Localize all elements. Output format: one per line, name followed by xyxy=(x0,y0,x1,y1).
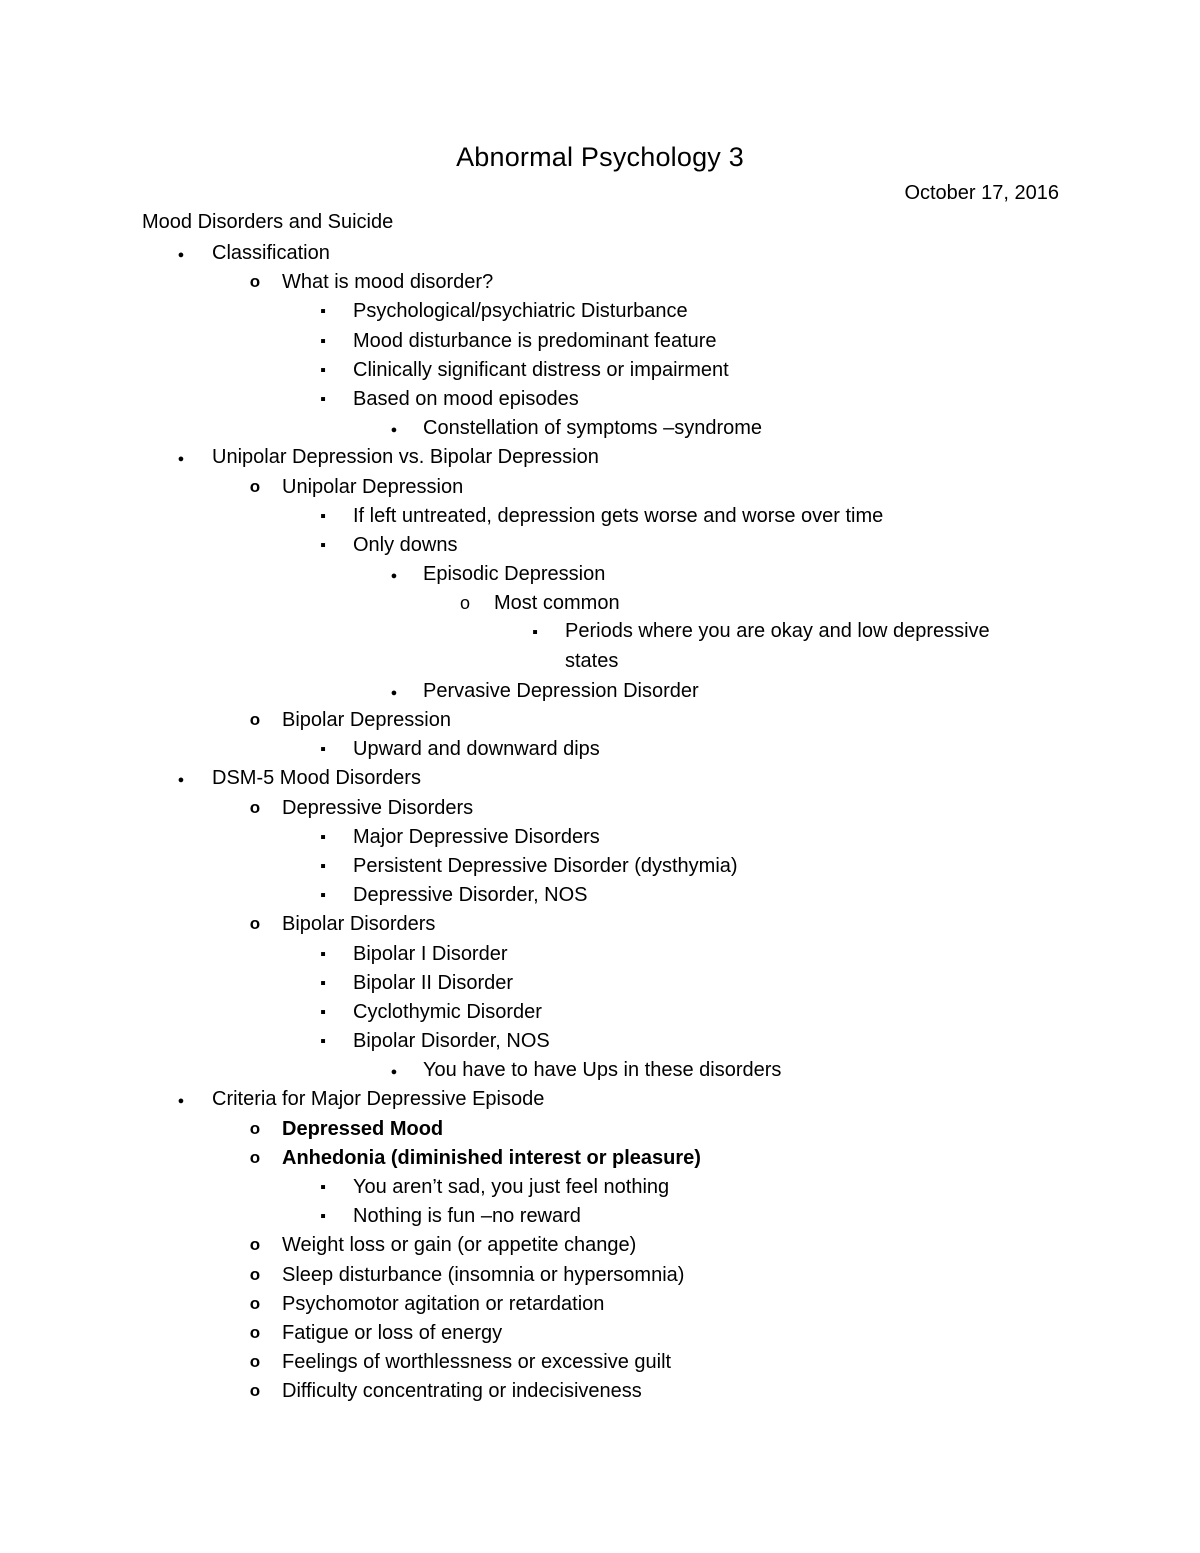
square-bullet-icon xyxy=(313,883,333,908)
section-heading: Mood Disorders and Suicide xyxy=(142,211,394,233)
outline-item-level-3 xyxy=(0,299,1200,328)
outline-item-level-4 xyxy=(0,679,1200,708)
square-bullet-icon xyxy=(313,737,333,762)
outline-item-text: Bipolar Depression xyxy=(282,709,451,732)
outline-item-text: You aren’t sad, you just feel nothing xyxy=(353,1176,670,1199)
disc-bullet-icon xyxy=(384,562,404,588)
disc-bullet-icon xyxy=(171,445,191,471)
outline-item-level-2 xyxy=(0,1350,1200,1379)
outline-item-level-3 xyxy=(0,883,1200,912)
outline-item-level-2 xyxy=(0,796,1200,825)
outline-item-level-3 xyxy=(0,1204,1200,1233)
square-bullet-icon xyxy=(313,358,333,383)
outline-item-level-6 xyxy=(0,620,1200,678)
outline-item-text: Unipolar Depression xyxy=(282,475,464,498)
outline-item-level-2 xyxy=(0,1263,1200,1292)
document-title: Abnormal Psychology 3 xyxy=(456,142,744,172)
circle-bullet-icon xyxy=(245,1321,265,1345)
disc-bullet-icon xyxy=(171,766,191,792)
outline-item-level-3 xyxy=(0,854,1200,883)
outline-item-text: Classification xyxy=(212,242,330,264)
circle-bullet-icon xyxy=(245,1146,265,1170)
square-bullet-icon xyxy=(313,1029,333,1054)
outline-item-level-2 xyxy=(0,1146,1200,1175)
circle-bullet-icon xyxy=(245,1350,265,1374)
outline-item-text: Most common xyxy=(494,592,620,615)
outline-item-text: Bipolar I Disorder xyxy=(353,942,508,965)
outline-item-level-3 xyxy=(0,1029,1200,1058)
disc-bullet-icon xyxy=(171,241,191,267)
notes-outline xyxy=(0,241,1200,1409)
outline-item-level-3 xyxy=(0,1175,1200,1204)
circle-bullet-icon xyxy=(245,1263,265,1287)
outline-item-text: Persistent Depressive Disorder (dysthymia) xyxy=(353,854,738,877)
outline-item-text: Bipolar Disorders xyxy=(282,913,436,936)
outline-item-level-3 xyxy=(0,1000,1200,1029)
circle-bullet-icon xyxy=(245,1117,265,1141)
outline-item-level-2 xyxy=(0,1321,1200,1350)
square-bullet-icon xyxy=(313,971,333,996)
outline-item-text: Mood disturbance is predominant feature xyxy=(353,329,717,352)
square-bullet-icon xyxy=(313,1204,333,1229)
outline-item-text: Sleep disturbance (insomnia or hypersomnia) xyxy=(282,1263,685,1286)
circle-bullet-icon xyxy=(245,796,265,820)
outline-item-level-2 xyxy=(0,708,1200,737)
outline-item-text: Constellation of symptoms –syndrome xyxy=(423,417,763,440)
outline-item-level-2 xyxy=(0,475,1200,504)
outline-item-text: Criteria for Major Depressive Episode xyxy=(212,1088,545,1111)
circle-bullet-icon xyxy=(245,1379,265,1403)
outline-item-level-1 xyxy=(0,1087,1200,1116)
square-bullet-icon xyxy=(525,620,545,645)
outline-item-text: Psychomotor agitation or retardation xyxy=(282,1292,605,1315)
square-bullet-icon xyxy=(313,1175,333,1200)
outline-item-level-1 xyxy=(0,766,1200,795)
outline-item-level-2 xyxy=(0,912,1200,941)
outline-item-text: Major Depressive Disorders xyxy=(353,825,600,848)
outline-item-text: Depressed Mood xyxy=(282,1117,444,1140)
outline-item-text: Depressive Disorders xyxy=(282,796,474,819)
outline-item-level-2 xyxy=(0,270,1200,299)
outline-item-level-3 xyxy=(0,329,1200,358)
outline-item-level-3 xyxy=(0,533,1200,562)
outline-item-text: Cyclothymic Disorder xyxy=(353,1000,542,1023)
outline-item-text: Anhedonia (diminished interest or pleasure) xyxy=(282,1146,701,1169)
outline-item-level-4 xyxy=(0,1058,1200,1087)
outline-item-level-2 xyxy=(0,1233,1200,1262)
square-bullet-icon xyxy=(313,504,333,529)
outline-item-text: Psychological/psychiatric Disturbance xyxy=(353,300,688,323)
outline-item-level-2 xyxy=(0,1292,1200,1321)
outline-item-text: Pervasive Depression Disorder xyxy=(423,679,699,702)
outline-item-text: Depressive Disorder, NOS xyxy=(353,884,588,907)
outline-item-level-1 xyxy=(0,445,1200,474)
circle-bullet-icon xyxy=(245,912,265,936)
outline-item-level-3 xyxy=(0,387,1200,416)
outline-item-text: What is mood disorder? xyxy=(282,271,494,294)
circle-bullet-icon xyxy=(245,475,265,499)
outline-item-text: Bipolar Disorder, NOS xyxy=(353,1030,550,1053)
circle-bullet-icon xyxy=(245,1292,265,1316)
outline-item-level-3 xyxy=(0,504,1200,533)
outline-item-level-3 xyxy=(0,942,1200,971)
outline-item-text: Feelings of worthlessness or excessive guilt xyxy=(282,1351,672,1374)
disc-bullet-icon xyxy=(384,679,404,705)
disc-bullet-icon xyxy=(384,416,404,442)
outline-item-level-4 xyxy=(0,416,1200,445)
square-bullet-icon xyxy=(313,1000,333,1025)
square-bullet-icon xyxy=(313,854,333,879)
outline-item-text: Only downs xyxy=(353,533,458,556)
outline-item-text: DSM-5 Mood Disorders xyxy=(212,767,421,790)
outline-item-level-5 xyxy=(0,591,1200,620)
circle-bullet-icon xyxy=(245,1233,265,1257)
outline-item-level-3 xyxy=(0,737,1200,766)
outline-item-text: You have to have Ups in these disorders xyxy=(423,1059,782,1082)
square-bullet-icon xyxy=(313,533,333,558)
outline-item-text: Episodic Depression xyxy=(423,563,606,586)
square-bullet-icon xyxy=(313,825,333,850)
outline-item-text: Upward and downward dips xyxy=(353,738,600,761)
outline-item-level-3 xyxy=(0,971,1200,1000)
disc-bullet-icon xyxy=(384,1058,404,1084)
square-bullet-icon xyxy=(313,387,333,412)
document-date: October 17, 2016 xyxy=(904,182,1059,204)
square-bullet-icon xyxy=(313,329,333,354)
outline-item-text: If left untreated, depression gets worse and worse over time xyxy=(353,504,884,527)
outline-item-level-4 xyxy=(0,562,1200,591)
outline-item-text: Clinically significant distress or impairment xyxy=(353,358,729,381)
outline-item-level-3 xyxy=(0,358,1200,387)
outline-item-text: Nothing is fun –no reward xyxy=(353,1205,581,1228)
square-bullet-icon xyxy=(313,942,333,967)
outline-item-text: Unipolar Depression vs. Bipolar Depression xyxy=(212,446,599,469)
outline-item-level-1 xyxy=(0,241,1200,270)
outline-item-text: Weight loss or gain (or appetite change) xyxy=(282,1234,637,1257)
outline-item-text: Periods where you are okay and low depressive states xyxy=(565,620,990,672)
outline-item-level-3 xyxy=(0,825,1200,854)
outline-item-text: Difficulty concentrating or indecisiveness xyxy=(282,1380,642,1403)
disc-bullet-icon xyxy=(171,1087,191,1113)
outline-item-text: Fatigue or loss of energy xyxy=(282,1321,503,1344)
circle-bullet-icon xyxy=(455,591,475,616)
circle-bullet-icon xyxy=(245,708,265,732)
outline-item-level-2 xyxy=(0,1117,1200,1146)
circle-bullet-icon xyxy=(245,270,265,294)
square-bullet-icon xyxy=(313,299,333,324)
outline-item-text: Bipolar II Disorder xyxy=(353,971,514,994)
outline-item-text: Based on mood episodes xyxy=(353,387,579,410)
outline-item-level-2 xyxy=(0,1379,1200,1408)
